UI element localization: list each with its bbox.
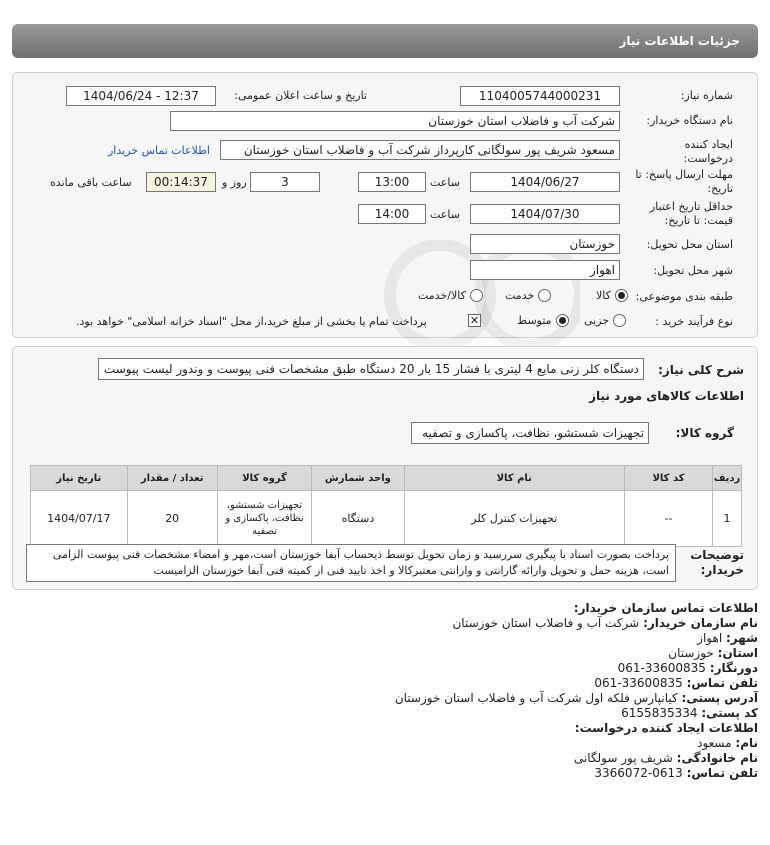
process-label: نوع فرآیند خرید : (655, 315, 733, 328)
cell-qty: 20 (127, 491, 217, 547)
validity-label (623, 200, 733, 228)
summary-field: دستگاه کلر زنی مایع 4 لیتری با فشار 15 بار 20 دستگاه طبق مشخصات فنی پیوست و وندور لیست پیوست (98, 358, 644, 380)
validity-date-field[interactable]: 1404/07/30 (470, 204, 620, 224)
reply-deadline-label (623, 168, 733, 196)
creator-info-title: اطلاعات ایجاد کننده درخواست: (574, 721, 758, 735)
creator-label-text: ایجاد کننده درخواست: (683, 138, 733, 165)
need-number-field[interactable]: 1104005744000231 (460, 86, 620, 106)
creator-phone-value: 0613-3366072 (594, 766, 683, 780)
col-date: تاریخ نیاز (31, 466, 128, 491)
reply-deadline-label-text: مهلت ارسال پاسخ: تا تاریخ: (635, 168, 733, 195)
contact-city (697, 631, 758, 645)
city-label: شهر محل تحویل: (653, 264, 733, 277)
category-option-label: خدمت (505, 289, 535, 302)
page-header (12, 24, 758, 58)
process-option-label: متوسط (517, 314, 552, 327)
contact-phone-value: 33600835-061 (594, 676, 683, 690)
payment-note: پرداخت تمام یا بخشی از مبلغ خرید،از محل "اسناد خزانه اسلامی" خواهد بود. (76, 315, 427, 328)
col-row: ردیف (713, 466, 742, 491)
contact-fax-label: دورنگار: (709, 661, 758, 675)
items-table (30, 465, 742, 547)
days-label: روز و (222, 176, 247, 189)
radio-checked-icon (556, 314, 569, 327)
radio-unchecked-icon (613, 314, 626, 327)
contact-title: اطلاعات تماس سازمان خریدار: (573, 601, 758, 615)
buyer-org-field[interactable]: شرکت آب و فاضلاب استان خوزستان (170, 111, 620, 131)
process-radio-medium[interactable] (517, 314, 569, 327)
contact-phone-label: تلفن تماس: (686, 676, 758, 690)
contact-address (395, 691, 758, 705)
cell-group: تجهیزات شستشو، نظافت، پاکسازی و تصفیه (217, 491, 311, 547)
contact-postal (621, 706, 758, 720)
contact-province (668, 646, 758, 660)
buyer-notes-label-text: توضیحات خریدار: (690, 548, 744, 577)
province-field[interactable]: خوزستان (470, 234, 620, 254)
contact-phone (594, 676, 758, 690)
creator-field[interactable]: مسعود شریف پور سولگانی کارپرداز شرکت آب و فاضلاب استان خوزستان (220, 140, 620, 160)
creator-last-name-label: نام خانوادگی: (676, 751, 758, 765)
remaining-time-field: 00:14:37 (146, 172, 216, 192)
goods-group-field: تجهیزات شستشو، نظافت، پاکسازی و تصفیه (411, 422, 649, 444)
city-field[interactable]: اهواز (470, 260, 620, 280)
contact-org (452, 616, 758, 630)
radio-unchecked-icon (470, 289, 483, 302)
reply-time-field[interactable]: 13:00 (358, 172, 426, 192)
goods-group-label: گروه کالا: (675, 426, 734, 440)
contact-postal-value: 6155835334 (621, 706, 698, 720)
days-field[interactable]: 3 (250, 172, 320, 192)
reply-date-field[interactable]: 1404/06/27 (470, 172, 620, 192)
contact-postal-label: کد پستی: (701, 706, 758, 720)
col-code: کد کالا (624, 466, 712, 491)
category-radio-goods-service[interactable] (418, 289, 483, 302)
checkbox-cross-icon: ✕ (469, 314, 480, 327)
cell-row: 1 (713, 491, 742, 547)
treasury-checkbox[interactable] (468, 314, 481, 327)
contact-fax-value: 33600835-061 (617, 661, 706, 675)
category-label: طبقه بندی موضوعی: (635, 290, 733, 303)
announce-field[interactable]: 1404/06/24 - 12:37 (66, 86, 216, 106)
buyer-org-label: نام دستگاه خریدار: (646, 114, 733, 127)
contact-org-value: شرکت آب و فاضلاب استان خوزستان (452, 616, 640, 630)
contact-address-label: آدرس پستی: (681, 691, 758, 705)
validity-time-field[interactable]: 14:00 (358, 204, 426, 224)
contact-city-value: اهواز (697, 631, 723, 645)
validity-time-label: ساعت (430, 208, 460, 221)
page-title: جزئیات اطلاعات نیاز (619, 34, 740, 48)
creator-last-name-value: شریف پور سولگانی (573, 751, 673, 765)
contact-city-label: شهر: (726, 631, 758, 645)
cell-name: تجهیزات کنترل کلر (404, 491, 624, 547)
buyer-notes-field: پرداخت بصورت اسناد با پیگیری سررسید و زمان تحویل توسط ذیحساب آبفا خوزستان است،مهر و امضاء مشخصات فنی پیوست الزامی است، هزینه حمل و تحویل وارائه گارانتی و وارانتی معتبرکالا و اخذ تایید فنی از کمیته فنی آبفا خوزستان الزامیست (26, 544, 676, 582)
category-radio-goods[interactable] (596, 289, 628, 302)
reply-time-label: ساعت (430, 176, 460, 189)
items-table-wrapper (30, 465, 742, 547)
contact-province-label: استان: (717, 646, 758, 660)
creator-label (663, 138, 733, 166)
contact-province-value: خوزستان (668, 646, 714, 660)
buyer-contact-link[interactable]: اطلاعات تماس خریدار (108, 144, 210, 157)
creator-first-name-value: مسعود (697, 736, 732, 750)
creator-first-name-label: نام: (735, 736, 758, 750)
cell-unit: دستگاه (312, 491, 404, 547)
process-option-label: جزیی (584, 314, 610, 327)
table-row[interactable] (31, 491, 742, 547)
col-unit: واحد شمارش (312, 466, 404, 491)
creator-last-name (574, 751, 758, 765)
remaining-label: ساعت باقی مانده (50, 176, 132, 189)
contact-org-label: نام سازمان خریدار: (643, 616, 758, 630)
creator-first-name (697, 736, 758, 750)
announce-label: تاریخ و ساعت اعلان عمومی: (234, 89, 367, 102)
process-radio-minor[interactable] (584, 314, 626, 327)
table-header-row (31, 466, 742, 491)
need-number-label: شماره نیاز: (680, 89, 733, 102)
creator-phone (594, 766, 758, 780)
summary-label: شرح کلی نیاز: (658, 363, 744, 377)
buyer-notes-label (688, 548, 744, 578)
radio-unchecked-icon (538, 289, 551, 302)
contact-address-value: کیانپارس فلکه اول شرکت آب و فاضلاب استان خوزستان (394, 691, 678, 705)
category-option-label: کالا/خدمت (418, 289, 466, 302)
col-name: نام کالا (404, 466, 624, 491)
contact-fax (618, 661, 758, 675)
cell-date: 1404/07/17 (31, 491, 128, 547)
goods-info-title: اطلاعات کالاهای مورد نیاز (589, 389, 744, 403)
cell-code: -- (624, 491, 712, 547)
col-qty: تعداد / مقدار (127, 466, 217, 491)
province-label: استان محل تحویل: (646, 238, 733, 251)
radio-checked-icon (615, 289, 628, 302)
col-group: گروه کالا (217, 466, 311, 491)
category-radio-service[interactable] (505, 289, 551, 302)
category-option-label: کالا (596, 289, 611, 302)
validity-label-text: حداقل تاریخ اعتبار قیمت: تا تاریخ: (649, 200, 733, 227)
creator-phone-label: تلفن تماس: (686, 766, 758, 780)
